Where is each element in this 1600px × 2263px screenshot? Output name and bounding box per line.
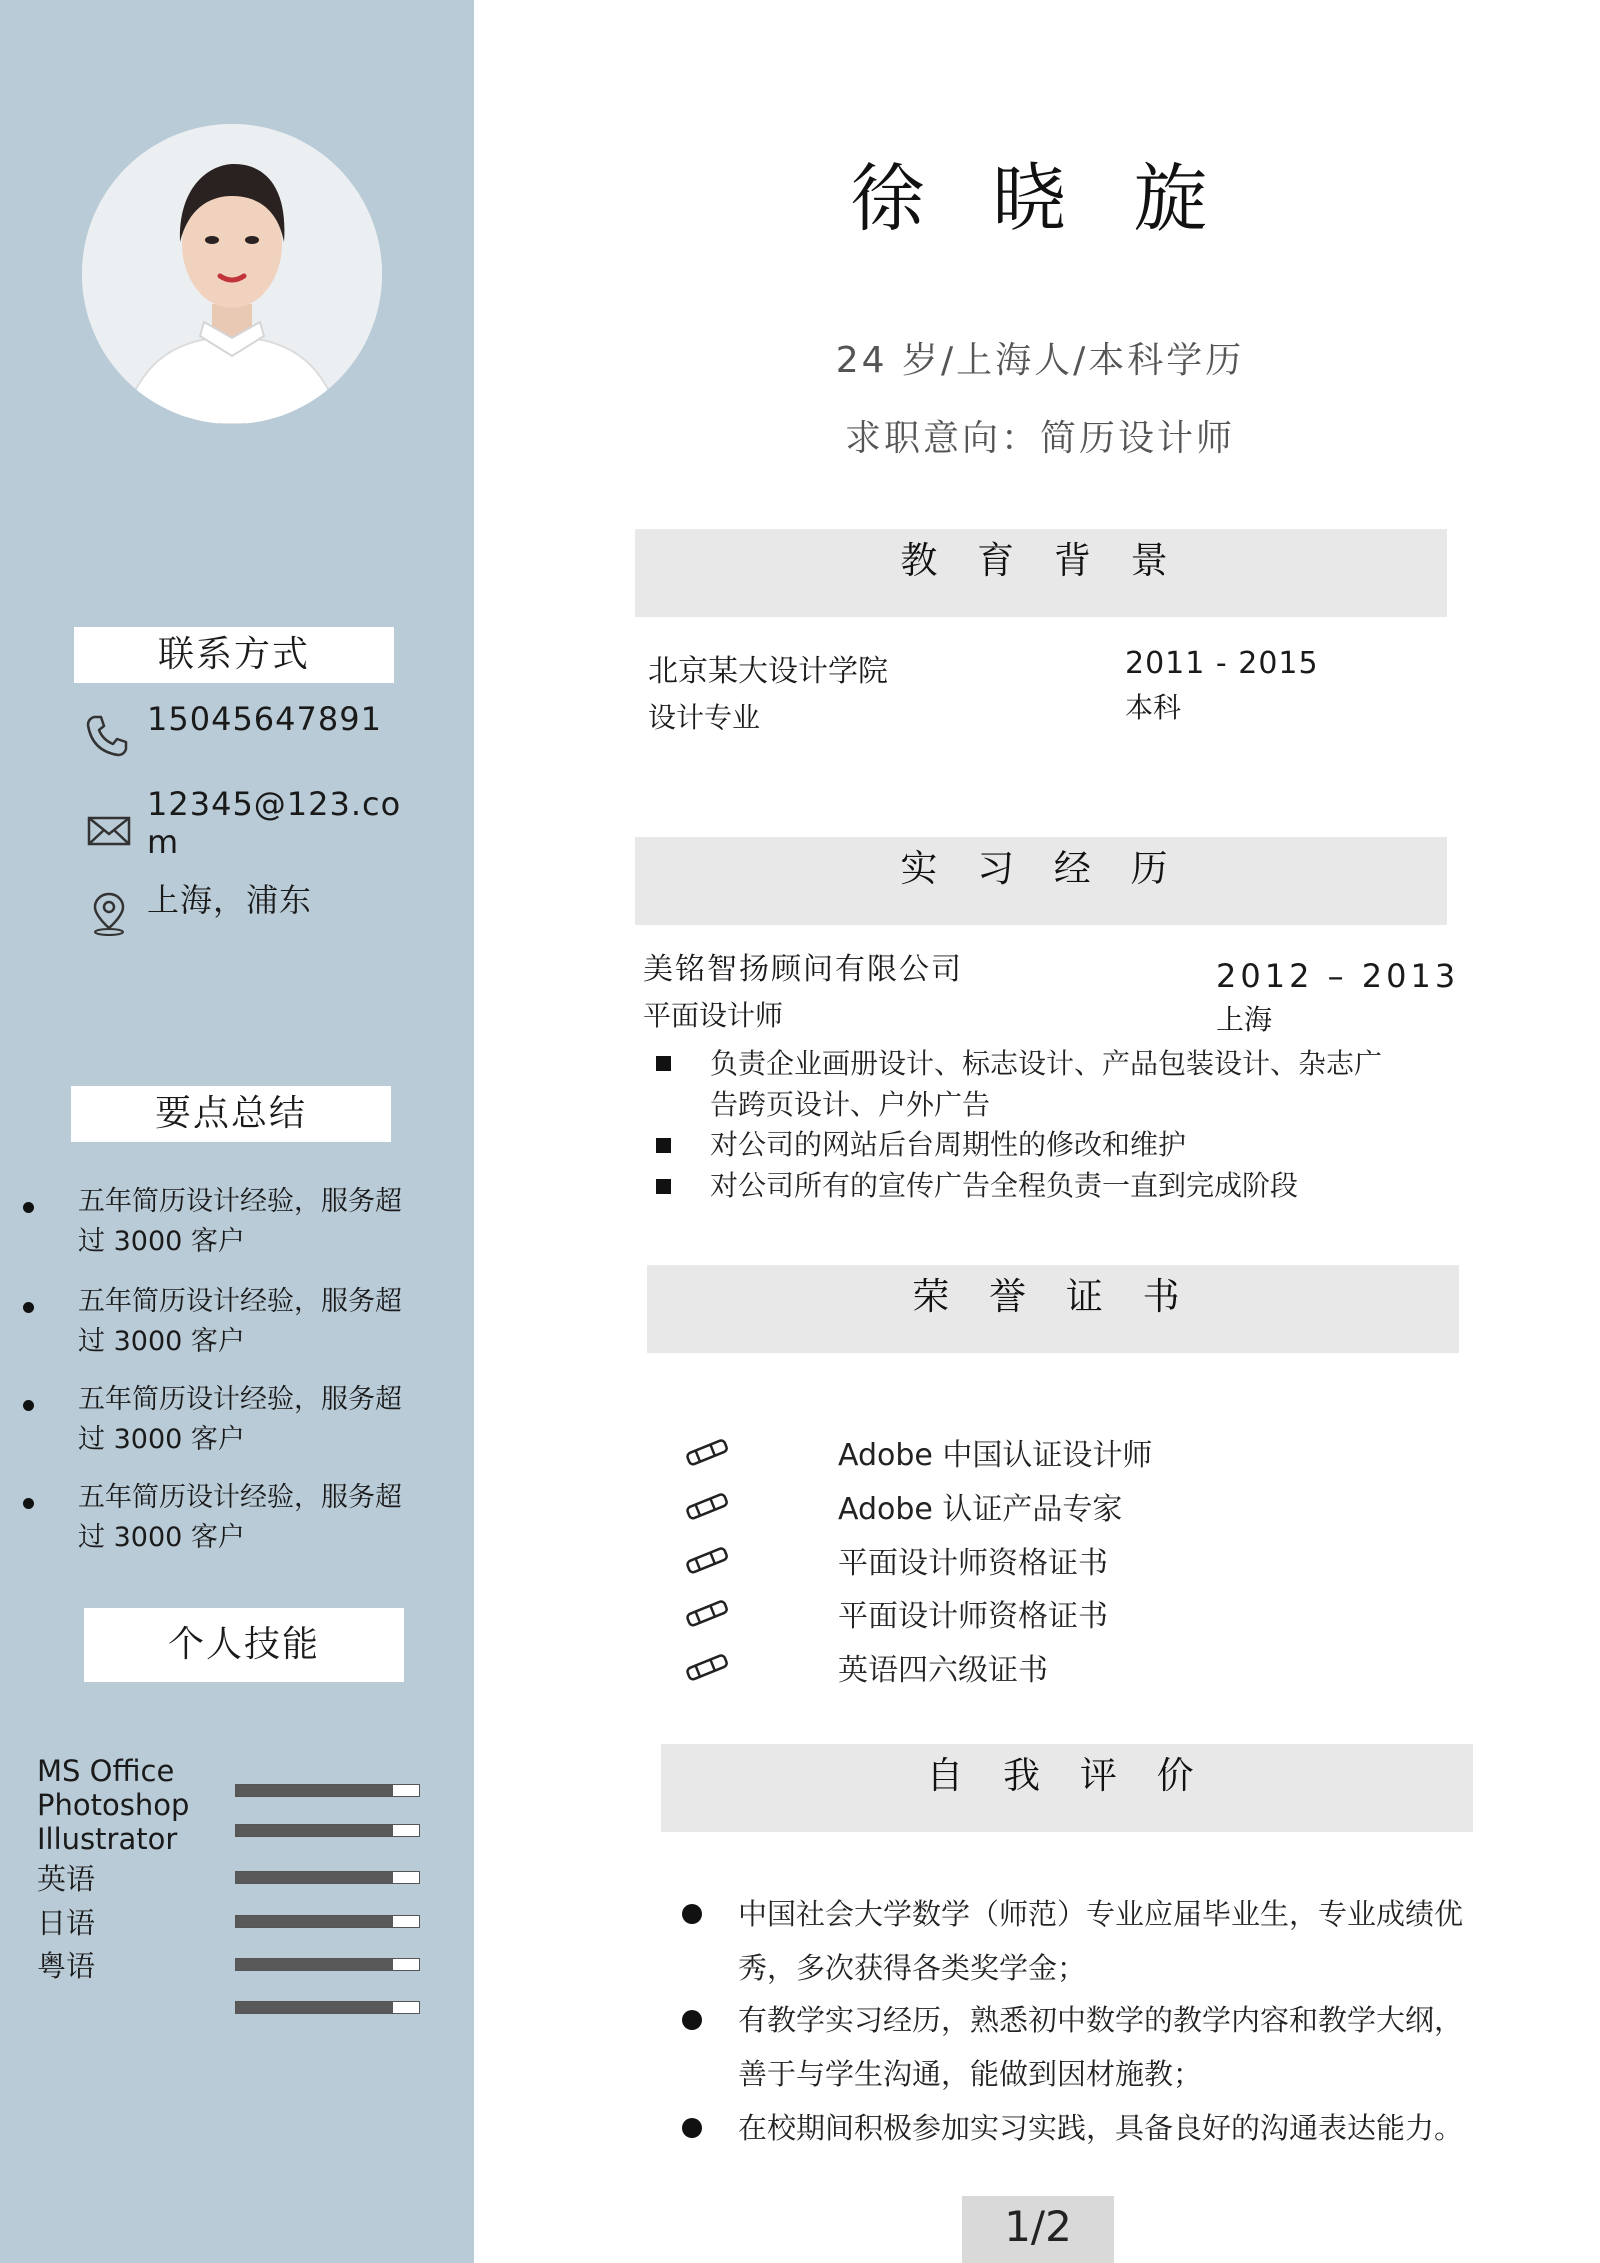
skill-bar xyxy=(235,1958,420,1971)
portrait-image xyxy=(82,124,382,424)
location-text: 上海，浦东 xyxy=(147,881,313,919)
certificate-item: 英语四六级证书 xyxy=(838,1653,1048,1688)
company-name: 美铭智扬顾问有限公司 xyxy=(643,952,963,987)
skill-bar-fill xyxy=(236,1825,393,1836)
certificate-scroll-icon xyxy=(683,1596,733,1630)
bullet-dot xyxy=(23,1498,34,1509)
bullet-dot xyxy=(23,1302,34,1313)
skill-label: MS Office xyxy=(37,1754,175,1788)
phone-icon xyxy=(84,713,130,759)
duty-item: 负责企业画册设计、标志设计、产品包装设计、杂志广 告跨页设计、户外广告 xyxy=(710,1047,1383,1121)
job-role: 平面设计师 xyxy=(643,999,784,1032)
skill-bar xyxy=(235,1915,420,1928)
bullet-dot xyxy=(682,1904,702,1924)
bullet-dot xyxy=(682,2010,702,2030)
skill-bar xyxy=(235,1871,420,1884)
certificate-item: Adobe 认证产品专家 xyxy=(838,1492,1123,1527)
skill-bar-fill xyxy=(236,1916,393,1927)
school-name: 北京某大设计学院 xyxy=(648,654,888,689)
skills-heading: 个人技能 xyxy=(84,1608,404,1682)
duty-item: 对公司所有的宣传广告全程负责一直到完成阶段 xyxy=(710,1169,1299,1202)
major: 设计专业 xyxy=(648,701,761,734)
basic-info: 24 岁/上海人/本科学历 xyxy=(835,340,1245,381)
certificate-item: Adobe 中国认证设计师 xyxy=(838,1438,1153,1473)
skill-label: 日语 xyxy=(37,1906,96,1940)
profile-photo xyxy=(82,124,382,424)
skill-bar xyxy=(235,1784,420,1797)
self-evaluation-section-header: 自 我 评 价 xyxy=(661,1744,1473,1832)
bullet-dot xyxy=(682,2118,702,2138)
internship-section-header: 实 习 经 历 xyxy=(635,837,1447,925)
skill-bar xyxy=(235,1824,420,1837)
skill-bar-fill xyxy=(236,2002,393,2013)
internship-years: 2012 – 2013 xyxy=(1216,957,1460,995)
evaluation-item: 在校期间积极参加实习实践，具备良好的沟通表达能力。 xyxy=(738,2111,1464,2145)
skill-bar-fill xyxy=(236,1959,393,1970)
bullet-dot xyxy=(23,1400,34,1411)
page-number: 1/2 xyxy=(962,2196,1114,2263)
skill-label: Photoshop xyxy=(37,1788,190,1822)
bullet-square xyxy=(656,1179,671,1194)
certificate-item: 平面设计师资格证书 xyxy=(838,1546,1108,1581)
candidate-name: 徐 晓 旋 xyxy=(850,156,1230,242)
phone-number[interactable]: 15045647891 xyxy=(147,700,382,738)
skill-bar-fill xyxy=(236,1872,393,1883)
contact-heading: 联系方式 xyxy=(74,627,394,683)
internship-city: 上海 xyxy=(1216,1003,1273,1036)
certificate-item: 平面设计师资格证书 xyxy=(838,1599,1108,1634)
email-address[interactable] xyxy=(147,785,401,861)
evaluation-item: 中国社会大学数学（师范）专业应届毕业生，专业成绩优 秀，多次获得各类奖学金； xyxy=(738,1897,1464,1985)
skill-bar-fill xyxy=(236,1785,393,1796)
skill-label: 粤语 xyxy=(37,1949,96,1983)
education-section-header: 教 育 背 景 xyxy=(635,529,1447,617)
evaluation-item: 有教学实习经历，熟悉初中数学的教学内容和教学大纲， 善于与学生沟通，能做到因材施教； xyxy=(738,2003,1464,2091)
mail-icon xyxy=(86,808,132,854)
certificate-scroll-icon xyxy=(683,1435,733,1469)
skill-label: Illustrator xyxy=(37,1822,178,1856)
duty-item: 对公司的网站后台周期性的修改和维护 xyxy=(710,1128,1187,1161)
location-pin-icon xyxy=(86,890,132,936)
job-intention: 求职意向：简历设计师 xyxy=(844,418,1235,459)
email-line-2: m xyxy=(147,823,180,861)
email-line-1: 12345@123.co xyxy=(147,785,402,823)
education-years: 2011 - 2015 xyxy=(1125,646,1319,681)
honors-section-header: 荣 誉 证 书 xyxy=(647,1265,1459,1353)
certificate-scroll-icon xyxy=(683,1650,733,1684)
certificate-scroll-icon xyxy=(683,1489,733,1523)
degree: 本科 xyxy=(1125,691,1182,724)
bullet-square xyxy=(656,1138,671,1153)
summary-heading: 要点总结 xyxy=(71,1086,391,1142)
certificate-scroll-icon xyxy=(683,1543,733,1577)
bullet-square xyxy=(656,1056,671,1071)
skill-label: 英语 xyxy=(37,1862,96,1896)
skill-bar xyxy=(235,2001,420,2014)
bullet-dot xyxy=(23,1202,34,1213)
